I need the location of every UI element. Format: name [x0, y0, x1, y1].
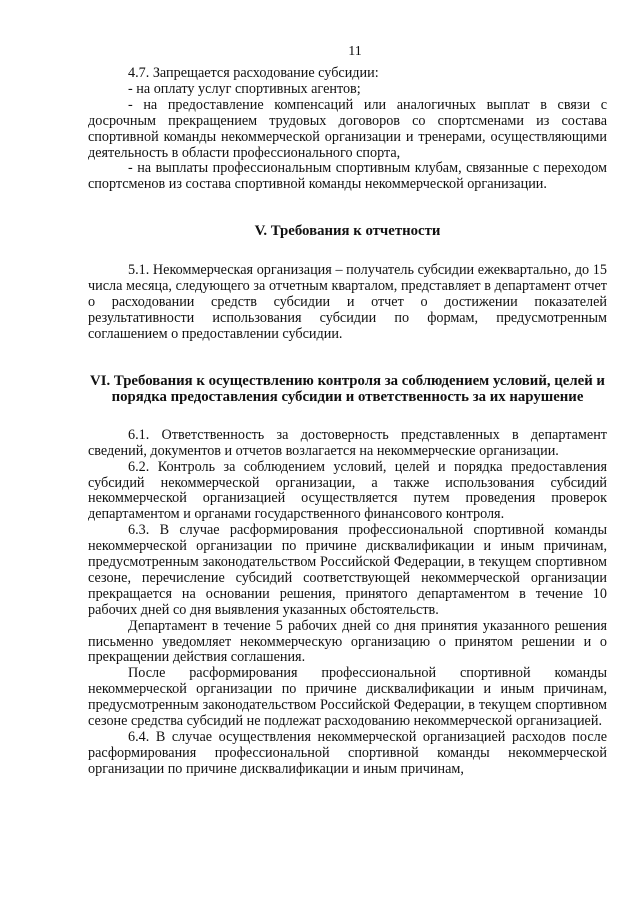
- paragraph-5-1: 5.1. Некоммерческая организация – получатель субсидии ежеквартально, до 15 числа месяца, следующего за отчетным кварталом, представляет в департамент отчет о расходовании средств субсидии и отчет о достижении показателей результативности использования субсидии по формам, предусмотренным соглашением о предоставлении субсидии.: [88, 262, 607, 342]
- document-body: [88, 66, 607, 778]
- paragraph-6-2: 6.2. Контроль за соблюдением условий, целей и порядка предоставления субсидий некоммерческой организации, а также использования субсидий некоммерческой организацией осуществляется путем проведения проверок департаментом и органами государственного финансового контроля.: [88, 458, 607, 523]
- paragraph-4-7: 4.7. Запрещается расходование субсидии:: [128, 65, 379, 81]
- paragraph-6-1: 6.1. Ответственность за достоверность представленных в департамент сведений, документов и отчетов возлагается на некоммерческие организации.: [88, 426, 607, 459]
- paragraph-after-disbanding: После расформирования профессиональной спортивной команды некоммерческой организации по причине дисквалификации и иным причинам, предусмотренным законодательством Российской Федерации, в текущем спортивном сезоне средства субсидий не подлежат расходованию некоммерческой организацией.: [88, 665, 607, 730]
- page-number: 11: [348, 44, 362, 59]
- list-item-agents: - на оплату услуг спортивных агентов;: [128, 80, 361, 97]
- section-6-heading: VI. Требования к осуществлению контроля за соблюдением условий, целей и порядка предоставления субсидии и ответственность за их нарушение: [90, 372, 605, 405]
- paragraph-6-4: 6.4. В случае осуществления некоммерческой организацией расходов после расформирования профессиональной спортивной команды некоммерческой организации по причине дисквалификации и иным причинам,: [88, 729, 607, 777]
- list-item-compensation: - на предоставление компенсаций или аналогичных выплат в связи с досрочным прекращением трудовых договоров со спортсменами из состава спортивной команды некоммерческой организации и тренерами, осуществляющими деятельность в области профессионального спорта,: [88, 96, 607, 161]
- list-item-clubs: - на выплаты профессиональным спортивным клубам, связанные с переходом спортсменов из состава спортивной команды некоммерческой организации.: [88, 160, 607, 193]
- section-5-heading: V. Требования к отчетности: [254, 223, 441, 240]
- paragraph-department-notice: Департамент в течение 5 рабочих дней со дня принятия указанного решения письменно уведомляет некоммерческую организацию о принятом решении и о прекращении действия соглашения.: [88, 617, 607, 666]
- paragraph-6-3: 6.3. В случае расформирования профессиональной спортивной команды некоммерческой организации по причине дисквалификации и иным причинам, предусмотренным законодательством Российской Федерации, в текущем спортивном сезоне, перечисление субсидий соответствующей некоммерческой организации прекращается на основании решения, принятого департаментом в течение 10 рабочих дней со дня выявления указанных обстоятельств.: [88, 522, 607, 618]
